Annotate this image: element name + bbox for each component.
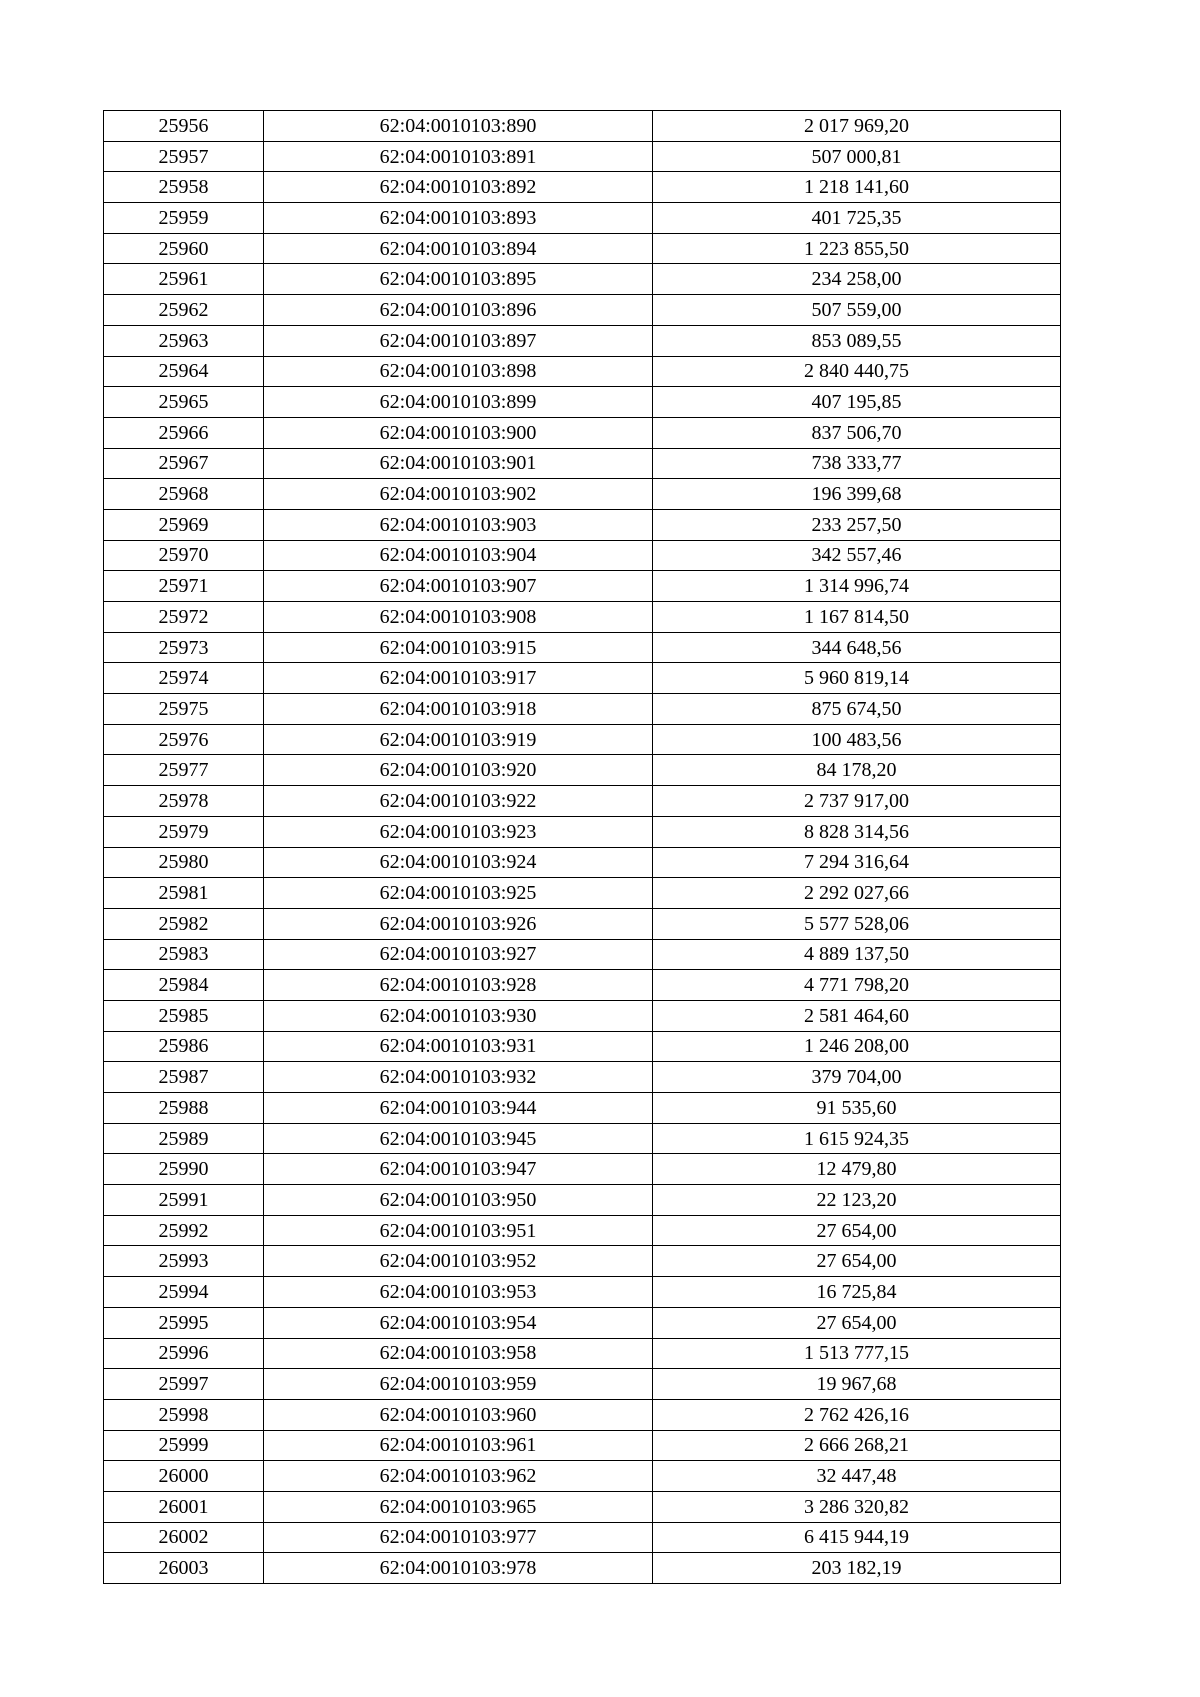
cadastral-number-cell: 62:04:0010103:895 xyxy=(264,264,653,295)
value-cell: 507 559,00 xyxy=(653,295,1061,326)
row-number-cell: 25995 xyxy=(104,1307,264,1338)
value-cell: 4 889 137,50 xyxy=(653,939,1061,970)
cadastral-number-cell: 62:04:0010103:959 xyxy=(264,1369,653,1400)
row-number-cell: 25963 xyxy=(104,325,264,356)
table-row xyxy=(104,1123,1061,1154)
row-number-cell: 26000 xyxy=(104,1461,264,1492)
value-cell: 91 535,60 xyxy=(653,1093,1061,1124)
table-row xyxy=(104,1307,1061,1338)
cadastral-number-cell: 62:04:0010103:952 xyxy=(264,1246,653,1277)
table-row xyxy=(104,1000,1061,1031)
row-number-cell: 25967 xyxy=(104,448,264,479)
row-number-cell: 26001 xyxy=(104,1491,264,1522)
cadastral-number-cell: 62:04:0010103:926 xyxy=(264,908,653,939)
table-row xyxy=(104,1093,1061,1124)
value-cell: 234 258,00 xyxy=(653,264,1061,295)
cadastral-number-cell: 62:04:0010103:919 xyxy=(264,724,653,755)
table-row xyxy=(104,939,1061,970)
row-number-cell: 25964 xyxy=(104,356,264,387)
table-row xyxy=(104,417,1061,448)
row-number-cell: 25961 xyxy=(104,264,264,295)
cadastral-number-cell: 62:04:0010103:897 xyxy=(264,325,653,356)
table-row xyxy=(104,1031,1061,1062)
row-number-cell: 25960 xyxy=(104,233,264,264)
table-row xyxy=(104,203,1061,234)
value-cell: 27 654,00 xyxy=(653,1215,1061,1246)
table-row xyxy=(104,1185,1061,1216)
table-row xyxy=(104,1154,1061,1185)
value-cell: 22 123,20 xyxy=(653,1185,1061,1216)
row-number-cell: 25983 xyxy=(104,939,264,970)
table-row xyxy=(104,479,1061,510)
table-row xyxy=(104,540,1061,571)
cadastral-number-cell: 62:04:0010103:930 xyxy=(264,1000,653,1031)
cadastral-number-cell: 62:04:0010103:918 xyxy=(264,694,653,725)
value-cell: 6 415 944,19 xyxy=(653,1522,1061,1553)
value-cell: 196 399,68 xyxy=(653,479,1061,510)
value-cell: 738 333,77 xyxy=(653,448,1061,479)
table-row xyxy=(104,1338,1061,1369)
row-number-cell: 25988 xyxy=(104,1093,264,1124)
row-number-cell: 25986 xyxy=(104,1031,264,1062)
value-cell: 507 000,81 xyxy=(653,141,1061,172)
cadastral-number-cell: 62:04:0010103:953 xyxy=(264,1277,653,1308)
cadastral-number-cell: 62:04:0010103:925 xyxy=(264,878,653,909)
value-cell: 379 704,00 xyxy=(653,1062,1061,1093)
value-cell: 2 292 027,66 xyxy=(653,878,1061,909)
value-cell: 2 666 268,21 xyxy=(653,1430,1061,1461)
value-cell: 27 654,00 xyxy=(653,1307,1061,1338)
row-number-cell: 26002 xyxy=(104,1522,264,1553)
row-number-cell: 25968 xyxy=(104,479,264,510)
cadastral-number-cell: 62:04:0010103:927 xyxy=(264,939,653,970)
row-number-cell: 25984 xyxy=(104,970,264,1001)
row-number-cell: 25992 xyxy=(104,1215,264,1246)
cadastral-number-cell: 62:04:0010103:961 xyxy=(264,1430,653,1461)
table-row xyxy=(104,1399,1061,1430)
row-number-cell: 25975 xyxy=(104,694,264,725)
cadastral-number-cell: 62:04:0010103:977 xyxy=(264,1522,653,1553)
row-number-cell: 25972 xyxy=(104,602,264,633)
row-number-cell: 25978 xyxy=(104,786,264,817)
cadastral-number-cell: 62:04:0010103:965 xyxy=(264,1491,653,1522)
value-cell: 407 195,85 xyxy=(653,387,1061,418)
table-row xyxy=(104,1491,1061,1522)
table-row xyxy=(104,632,1061,663)
cadastral-number-cell: 62:04:0010103:932 xyxy=(264,1062,653,1093)
cadastral-number-cell: 62:04:0010103:893 xyxy=(264,203,653,234)
value-cell: 7 294 316,64 xyxy=(653,847,1061,878)
row-number-cell: 26003 xyxy=(104,1553,264,1584)
row-number-cell: 25958 xyxy=(104,172,264,203)
value-cell: 2 762 426,16 xyxy=(653,1399,1061,1430)
value-cell: 2 737 917,00 xyxy=(653,786,1061,817)
value-cell: 100 483,56 xyxy=(653,724,1061,755)
row-number-cell: 25971 xyxy=(104,571,264,602)
row-number-cell: 25991 xyxy=(104,1185,264,1216)
value-cell: 1 218 141,60 xyxy=(653,172,1061,203)
cadastral-number-cell: 62:04:0010103:923 xyxy=(264,816,653,847)
table-row xyxy=(104,755,1061,786)
value-cell: 19 967,68 xyxy=(653,1369,1061,1400)
value-cell: 1 223 855,50 xyxy=(653,233,1061,264)
table-row xyxy=(104,1215,1061,1246)
row-number-cell: 25956 xyxy=(104,111,264,142)
value-cell: 344 648,56 xyxy=(653,632,1061,663)
value-cell: 3 286 320,82 xyxy=(653,1491,1061,1522)
value-cell: 12 479,80 xyxy=(653,1154,1061,1185)
row-number-cell: 25977 xyxy=(104,755,264,786)
cadastral-number-cell: 62:04:0010103:951 xyxy=(264,1215,653,1246)
row-number-cell: 25987 xyxy=(104,1062,264,1093)
value-cell: 2 581 464,60 xyxy=(653,1000,1061,1031)
table-row xyxy=(104,1461,1061,1492)
table-row xyxy=(104,141,1061,172)
table-row xyxy=(104,1430,1061,1461)
row-number-cell: 25965 xyxy=(104,387,264,418)
cadastral-number-cell: 62:04:0010103:904 xyxy=(264,540,653,571)
cadastral-number-cell: 62:04:0010103:920 xyxy=(264,755,653,786)
cadastral-number-cell: 62:04:0010103:947 xyxy=(264,1154,653,1185)
table-row xyxy=(104,724,1061,755)
table-row xyxy=(104,387,1061,418)
table-row xyxy=(104,448,1061,479)
value-cell: 2 840 440,75 xyxy=(653,356,1061,387)
cadastral-number-cell: 62:04:0010103:896 xyxy=(264,295,653,326)
table-row xyxy=(104,694,1061,725)
row-number-cell: 25989 xyxy=(104,1123,264,1154)
cadastral-number-cell: 62:04:0010103:978 xyxy=(264,1553,653,1584)
cadastral-number-cell: 62:04:0010103:900 xyxy=(264,417,653,448)
table-row xyxy=(104,509,1061,540)
value-cell: 84 178,20 xyxy=(653,755,1061,786)
value-cell: 1 314 996,74 xyxy=(653,571,1061,602)
row-number-cell: 25969 xyxy=(104,509,264,540)
table-row xyxy=(104,1522,1061,1553)
table-row xyxy=(104,111,1061,142)
cadastral-number-cell: 62:04:0010103:903 xyxy=(264,509,653,540)
table-row xyxy=(104,847,1061,878)
row-number-cell: 25957 xyxy=(104,141,264,172)
cadastral-number-cell: 62:04:0010103:898 xyxy=(264,356,653,387)
table-row xyxy=(104,1553,1061,1584)
value-cell: 8 828 314,56 xyxy=(653,816,1061,847)
cadastral-number-cell: 62:04:0010103:891 xyxy=(264,141,653,172)
table-row xyxy=(104,878,1061,909)
table-row xyxy=(104,571,1061,602)
cadastral-number-cell: 62:04:0010103:908 xyxy=(264,602,653,633)
table-row xyxy=(104,1369,1061,1400)
table-body xyxy=(104,111,1061,1584)
table-row xyxy=(104,786,1061,817)
table-row xyxy=(104,172,1061,203)
cadastral-number-cell: 62:04:0010103:894 xyxy=(264,233,653,264)
table-row xyxy=(104,663,1061,694)
value-cell: 5 960 819,14 xyxy=(653,663,1061,694)
value-cell: 5 577 528,06 xyxy=(653,908,1061,939)
table-row xyxy=(104,1246,1061,1277)
cadastral-number-cell: 62:04:0010103:931 xyxy=(264,1031,653,1062)
row-number-cell: 25982 xyxy=(104,908,264,939)
row-number-cell: 25994 xyxy=(104,1277,264,1308)
cadastral-number-cell: 62:04:0010103:907 xyxy=(264,571,653,602)
row-number-cell: 25962 xyxy=(104,295,264,326)
row-number-cell: 25974 xyxy=(104,663,264,694)
value-cell: 1 167 814,50 xyxy=(653,602,1061,633)
cadastral-number-cell: 62:04:0010103:950 xyxy=(264,1185,653,1216)
value-cell: 1 246 208,00 xyxy=(653,1031,1061,1062)
cadastral-number-cell: 62:04:0010103:899 xyxy=(264,387,653,418)
cadastral-number-cell: 62:04:0010103:917 xyxy=(264,663,653,694)
table-row xyxy=(104,970,1061,1001)
value-cell: 32 447,48 xyxy=(653,1461,1061,1492)
table-row xyxy=(104,356,1061,387)
row-number-cell: 25997 xyxy=(104,1369,264,1400)
table-row xyxy=(104,295,1061,326)
row-number-cell: 25966 xyxy=(104,417,264,448)
row-number-cell: 25980 xyxy=(104,847,264,878)
row-number-cell: 25985 xyxy=(104,1000,264,1031)
cadastral-number-cell: 62:04:0010103:890 xyxy=(264,111,653,142)
value-cell: 875 674,50 xyxy=(653,694,1061,725)
row-number-cell: 25998 xyxy=(104,1399,264,1430)
row-number-cell: 25990 xyxy=(104,1154,264,1185)
cadastral-number-cell: 62:04:0010103:960 xyxy=(264,1399,653,1430)
table-row xyxy=(104,908,1061,939)
row-number-cell: 25970 xyxy=(104,540,264,571)
table-row xyxy=(104,1277,1061,1308)
value-cell: 203 182,19 xyxy=(653,1553,1061,1584)
row-number-cell: 25979 xyxy=(104,816,264,847)
row-number-cell: 25973 xyxy=(104,632,264,663)
cadastral-number-cell: 62:04:0010103:915 xyxy=(264,632,653,663)
value-cell: 16 725,84 xyxy=(653,1277,1061,1308)
value-cell: 1 615 924,35 xyxy=(653,1123,1061,1154)
cadastral-number-cell: 62:04:0010103:945 xyxy=(264,1123,653,1154)
row-number-cell: 25976 xyxy=(104,724,264,755)
value-cell: 1 513 777,15 xyxy=(653,1338,1061,1369)
value-cell: 2 017 969,20 xyxy=(653,111,1061,142)
cadastral-number-cell: 62:04:0010103:902 xyxy=(264,479,653,510)
value-cell: 233 257,50 xyxy=(653,509,1061,540)
cadastral-number-cell: 62:04:0010103:924 xyxy=(264,847,653,878)
value-cell: 401 725,35 xyxy=(653,203,1061,234)
cadastral-number-cell: 62:04:0010103:954 xyxy=(264,1307,653,1338)
cadastral-number-cell: 62:04:0010103:958 xyxy=(264,1338,653,1369)
value-cell: 27 654,00 xyxy=(653,1246,1061,1277)
row-number-cell: 25959 xyxy=(104,203,264,234)
table-row xyxy=(104,264,1061,295)
cadastral-number-cell: 62:04:0010103:892 xyxy=(264,172,653,203)
cadastral-number-cell: 62:04:0010103:922 xyxy=(264,786,653,817)
table-row xyxy=(104,816,1061,847)
cadastral-number-cell: 62:04:0010103:928 xyxy=(264,970,653,1001)
row-number-cell: 25981 xyxy=(104,878,264,909)
cadastral-value-table xyxy=(103,110,1061,1584)
value-cell: 4 771 798,20 xyxy=(653,970,1061,1001)
table-row xyxy=(104,325,1061,356)
value-cell: 853 089,55 xyxy=(653,325,1061,356)
table-row xyxy=(104,602,1061,633)
cadastral-number-cell: 62:04:0010103:962 xyxy=(264,1461,653,1492)
row-number-cell: 25996 xyxy=(104,1338,264,1369)
value-cell: 837 506,70 xyxy=(653,417,1061,448)
table-row xyxy=(104,233,1061,264)
cadastral-number-cell: 62:04:0010103:901 xyxy=(264,448,653,479)
cadastral-number-cell: 62:04:0010103:944 xyxy=(264,1093,653,1124)
value-cell: 342 557,46 xyxy=(653,540,1061,571)
row-number-cell: 25999 xyxy=(104,1430,264,1461)
row-number-cell: 25993 xyxy=(104,1246,264,1277)
table-row xyxy=(104,1062,1061,1093)
